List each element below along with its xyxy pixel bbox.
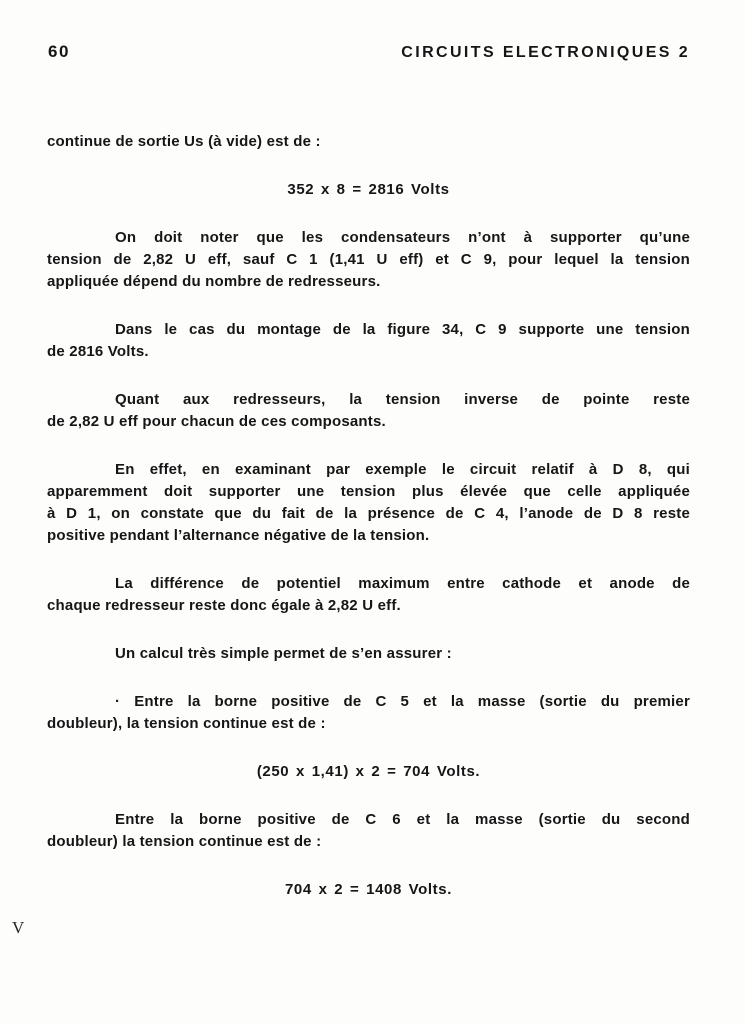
text-line: En effet, en examinant par exemple le circuit relatif à D 8, qui	[115, 461, 690, 478]
text-line: On doit noter que les condensateurs n’ont à supporter qu’une	[115, 229, 690, 246]
formula-second-doubler: 704 x 2 = 1408 Volts.	[284, 881, 452, 898]
text-line: Dans le cas du montage de la figure 34, C 9 supporte une tension	[115, 321, 690, 338]
continued-paragraph	[47, 131, 690, 153]
text-line: apparemment doit supporter une tension plus élevée que celle appliquée	[47, 483, 690, 500]
text-line: doubleur) la tension continue est de :	[47, 833, 322, 850]
text-line: Un calcul très simple permet de s’en assurer :	[115, 645, 452, 662]
text-line: à D 1, on constate que du fait de la présence de C 4, l’anode de D 8 reste	[47, 505, 690, 522]
formula-first-doubler: (250 x 1,41) x 2 = 704 Volts.	[256, 763, 481, 780]
paragraph-capacitors	[47, 227, 690, 293]
text-line: · Entre la borne positive de C 5 et la masse (sortie du premier	[115, 693, 690, 710]
paragraph-potential-difference	[47, 573, 690, 617]
text-line: chaque redresseur reste donc égale à 2,82 U eff.	[47, 597, 401, 614]
paragraph-rectifiers	[47, 389, 690, 433]
page-number: 60	[48, 42, 70, 61]
text-line: de 2,82 U eff pour chacun de ces composants.	[47, 413, 386, 430]
text-line: positive pendant l’alternance négative de la tension.	[47, 527, 430, 544]
paragraph-figure34	[47, 319, 690, 363]
text-line: Entre la borne positive de C 6 et la masse (sortie du second	[115, 811, 690, 828]
text-line: La différence de potentiel maximum entre cathode et anode de	[115, 575, 690, 592]
bullet-paragraph-c5	[47, 691, 690, 735]
formula-output-voltage: 352 x 8 = 2816 Volts	[287, 181, 450, 198]
text-line: de 2816 Volts.	[47, 343, 149, 360]
text-line: appliquée dépend du nombre de redresseurs.	[47, 273, 381, 290]
running-title: CIRCUITS ELECTRONIQUES 2	[401, 44, 690, 61]
text-line: Quant aux redresseurs, la tension inverse de pointe reste	[115, 391, 690, 408]
page-header	[48, 42, 690, 62]
paragraph-c6	[47, 809, 690, 853]
page-body	[47, 131, 690, 927]
text-line: continue de sortie Us (à vide) est de :	[47, 133, 321, 150]
signature-mark: V	[12, 918, 25, 937]
paragraph-simple-calculation	[47, 643, 690, 665]
paragraph-d8-circuit	[47, 459, 690, 547]
text-line: tension de 2,82 U eff, sauf C 1 (1,41 U eff) et C 9, pour lequel la tension	[47, 251, 690, 268]
text-line: doubleur), la tension continue est de :	[47, 715, 326, 732]
